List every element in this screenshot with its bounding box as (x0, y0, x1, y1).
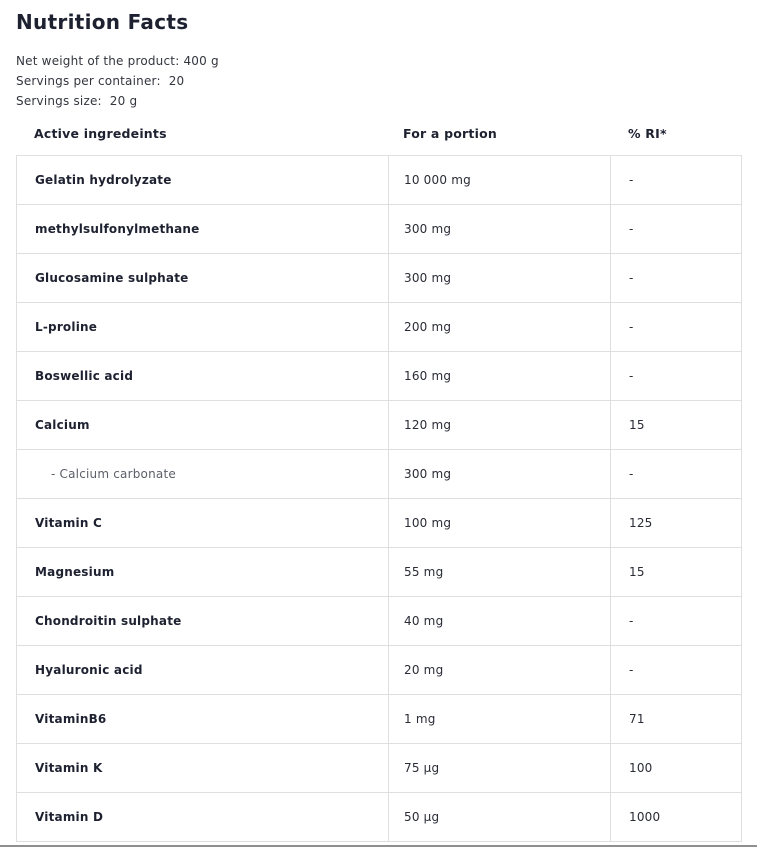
ri-value-cell: 125 (611, 499, 742, 548)
portion-value-cell: 160 mg (389, 352, 611, 401)
servings-per-container-line: Servings per container: 20 (16, 74, 185, 88)
portion-value-cell: 40 mg (389, 597, 611, 646)
table-row (17, 744, 742, 793)
ingredient-name-cell: Calcium (17, 401, 389, 450)
ingredient-name-cell: L-proline (17, 303, 389, 352)
table-row (17, 597, 742, 646)
column-header-ri: % RI* (628, 126, 667, 141)
column-header-active-ingredients: Active ingredeints (34, 126, 167, 141)
column-header-for-a-portion: For a portion (403, 126, 497, 141)
ri-value-cell: 15 (611, 401, 742, 450)
ingredient-name-cell: VitaminB6 (17, 695, 389, 744)
table-row (17, 156, 742, 205)
ingredient-name-cell: Gelatin hydrolyzate (17, 156, 389, 205)
ingredient-name-cell: Chondroitin sulphate (17, 597, 389, 646)
ingredient-name-cell: Magnesium (17, 548, 389, 597)
ri-value-cell: 100 (611, 744, 742, 793)
ri-value-cell: 1000 (611, 793, 742, 842)
bottom-divider (0, 845, 757, 847)
page-title: Nutrition Facts (16, 10, 189, 34)
portion-value-cell: 300 mg (389, 254, 611, 303)
ingredient-name-cell: methylsulfonylmethane (17, 205, 389, 254)
ri-value-cell: 71 (611, 695, 742, 744)
portion-value-cell: 200 mg (389, 303, 611, 352)
ingredients-table-body (16, 155, 742, 842)
ingredient-name-cell: - Calcium carbonate (17, 450, 389, 499)
nutrition-facts-panel (0, 9, 757, 842)
portion-value-cell: 50 µg (389, 793, 611, 842)
table-row (17, 401, 742, 450)
portion-value-cell: 1 mg (389, 695, 611, 744)
table-row (17, 499, 742, 548)
ingredient-name-cell: Vitamin D (17, 793, 389, 842)
ingredient-name-cell: Hyaluronic acid (17, 646, 389, 695)
portion-value-cell: 300 mg (389, 205, 611, 254)
table-row (17, 450, 742, 499)
table-row (17, 646, 742, 695)
servings-size-line: Servings size: 20 g (16, 94, 138, 108)
ri-value-cell: - (611, 254, 742, 303)
product-meta (16, 51, 741, 111)
table-header-row (16, 126, 741, 143)
ri-value-cell: - (611, 205, 742, 254)
ri-value-cell: - (611, 597, 742, 646)
ri-value-cell: - (611, 303, 742, 352)
table-row (17, 548, 742, 597)
ri-value-cell: - (611, 646, 742, 695)
table-row (17, 254, 742, 303)
ingredient-name-cell: Vitamin K (17, 744, 389, 793)
ri-value-cell: - (611, 450, 742, 499)
ingredient-name-cell: Glucosamine sulphate (17, 254, 389, 303)
portion-value-cell: 75 µg (389, 744, 611, 793)
portion-value-cell: 100 mg (389, 499, 611, 548)
table-row (17, 352, 742, 401)
ri-value-cell: - (611, 156, 742, 205)
portion-value-cell: 55 mg (389, 548, 611, 597)
ingredient-name-cell: Boswellic acid (17, 352, 389, 401)
portion-value-cell: 300 mg (389, 450, 611, 499)
table-row (17, 205, 742, 254)
portion-value-cell: 120 mg (389, 401, 611, 450)
table-row (17, 303, 742, 352)
ri-value-cell: - (611, 352, 742, 401)
table-row (17, 793, 742, 842)
portion-value-cell: 10 000 mg (389, 156, 611, 205)
net-weight-line: Net weight of the product: 400 g (16, 54, 219, 68)
ingredient-name-cell: Vitamin C (17, 499, 389, 548)
ri-value-cell: 15 (611, 548, 742, 597)
portion-value-cell: 20 mg (389, 646, 611, 695)
table-row (17, 695, 742, 744)
